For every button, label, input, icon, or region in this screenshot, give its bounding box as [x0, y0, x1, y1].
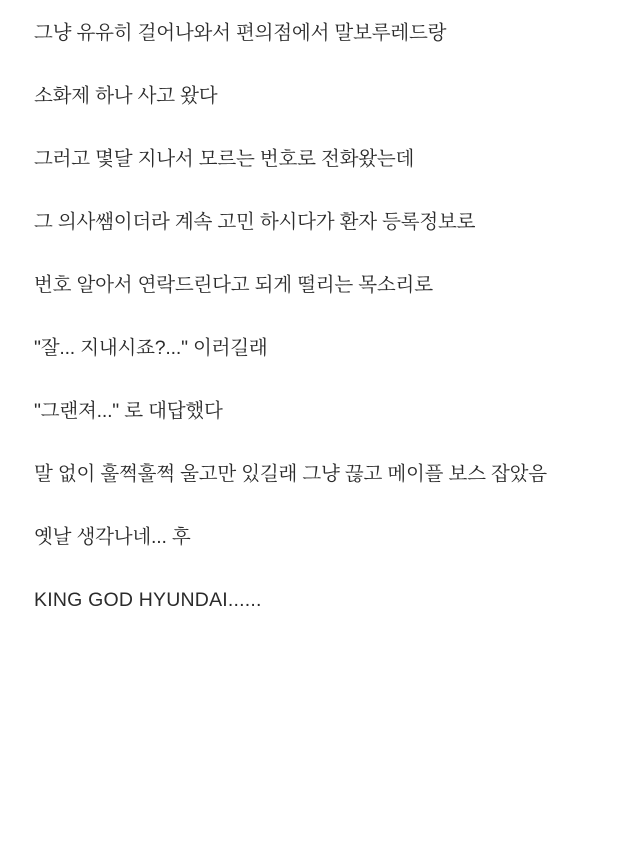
- paragraph: 소화제 하나 사고 왔다: [34, 85, 218, 107]
- paragraph: 그냥 유유히 걸어나와서 편의점에서 말보루레드랑: [34, 22, 447, 44]
- paragraph: 그 의사쌤이더라 계속 고민 하시다가 환자 등록정보로: [34, 211, 476, 233]
- paragraph: "그랜져..." 로 대답했다: [34, 400, 223, 422]
- paragraph: KING GOD HYUNDAI......: [34, 589, 262, 611]
- paragraph: "잘... 지내시죠?..." 이러길래: [34, 337, 268, 359]
- paragraph: 번호 알아서 연락드린다고 되게 떨리는 목소리로: [34, 274, 433, 296]
- paragraph: 옛날 생각나네... 후: [34, 526, 191, 548]
- paragraph: 말 없이 훌쩍훌쩍 울고만 있길래 그냥 끊고 메이플 보스 잡았음: [34, 463, 547, 485]
- paragraph: 그러고 몇달 지나서 모르는 번호로 전화왔는데: [34, 148, 415, 170]
